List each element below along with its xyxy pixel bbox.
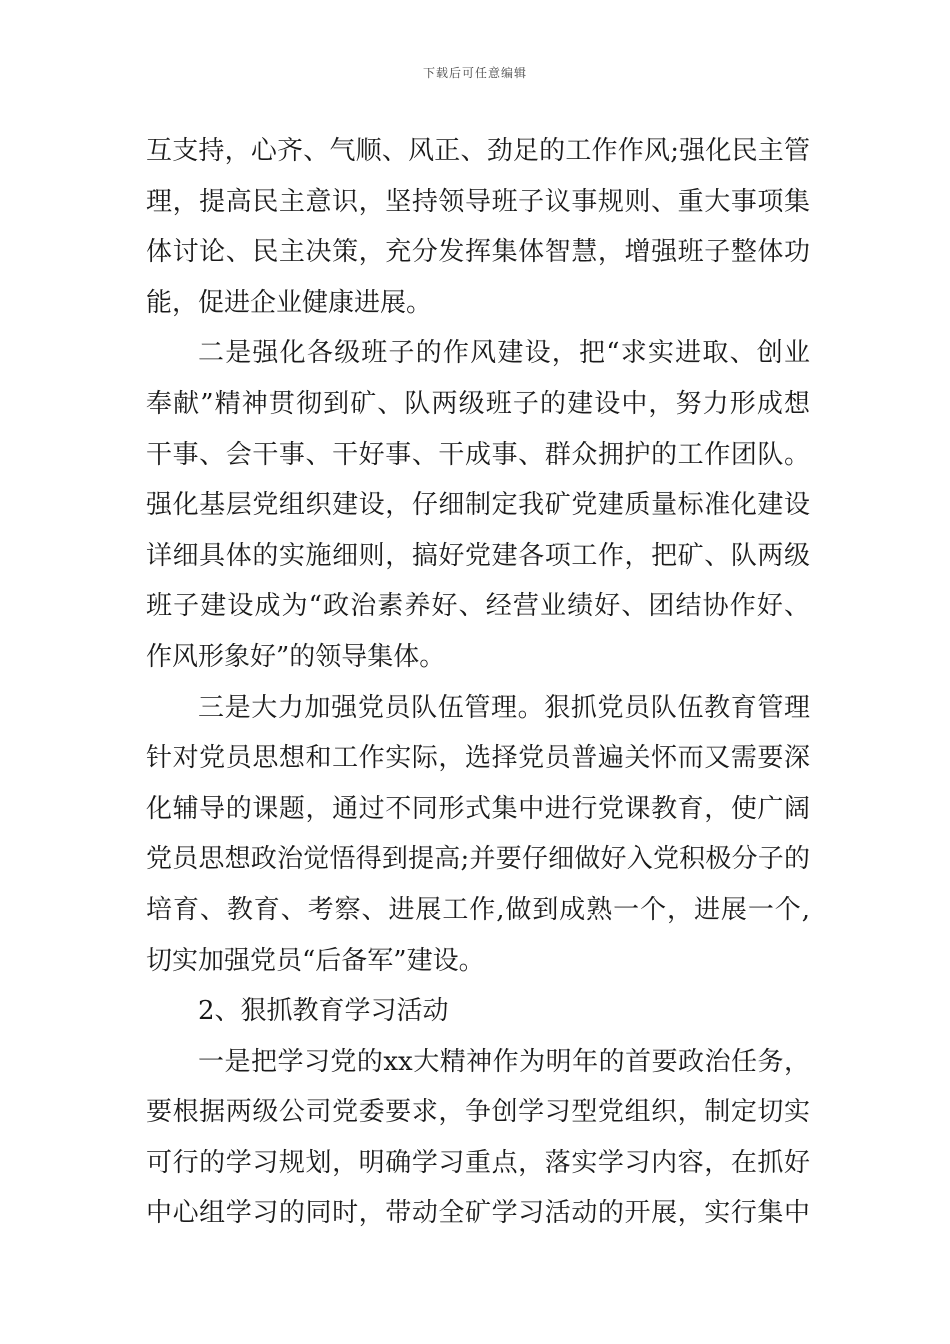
text-line: 奉献”精神贯彻到矿、队两级班子的建设中，努力形成想 (146, 388, 810, 419)
text-line: 针对党员思想和工作实际，选择党员普遍关怀而又需要深 (146, 743, 810, 774)
text-line: 中心组学习的同时，带动全矿学习活动的开展，实行集中 (146, 1198, 810, 1229)
text-line: 2、狠抓教育学习活动 (198, 996, 449, 1027)
text-line: 化辅导的课题，通过不同形式集中进行党课教育，使广阔 (146, 793, 810, 824)
text-line: 切实加强党员“后备军”建设。 (146, 945, 485, 976)
text-line: 要根据两级公司党委要求，争创学习型党组织，制定切实 (146, 1097, 810, 1128)
text-line: 班子建设成为“政治素养好、经营业绩好、团结协作好、 (146, 591, 810, 622)
text-line: 一是把学习党的xx大精神作为明年的首要政治任务， (198, 1046, 810, 1077)
text-line: 体讨论、民主决策，充分发挥集体智慧，增强班子整体功 (146, 237, 810, 268)
text-line: 二是强化各级班子的作风建设，把“求实进取、创业 (198, 338, 810, 369)
text-line: 干事、会干事、干好事、干成事、群众拥护的工作团队。 (146, 439, 810, 470)
header-note: 下载后可任意编辑 (422, 66, 527, 80)
body-text (146, 126, 810, 1239)
text-line: 强化基层党组织建设，仔细制定我矿党建质量标准化建设 (146, 490, 810, 521)
text-line: 党员思想政治觉悟得到提高;并要仔细做好入党积极分子的 (146, 844, 810, 875)
text-line: 互支持，心齐、气顺、风正、劲足的工作作风;强化民主管 (146, 136, 810, 166)
text-line: 作风形象好”的领导集体。 (146, 641, 446, 672)
text-line: 理，提高民主意识，坚持领导班子议事规则、重大事项集 (146, 186, 810, 217)
text-line: 三是大力加强党员队伍管理。狠抓党员队伍教育管理 (198, 692, 810, 723)
text-line: 培育、教育、考察、进展工作,做到成熟一个，进展一个, (146, 894, 810, 925)
text-line: 能，促进企业健康进展。 (146, 287, 433, 318)
text-line: 可行的学习规划，明确学习重点，落实学习内容，在抓好 (146, 1147, 810, 1178)
text-line: 详细具体的实施细则，搞好党建各项工作，把矿、队两级 (146, 540, 810, 571)
